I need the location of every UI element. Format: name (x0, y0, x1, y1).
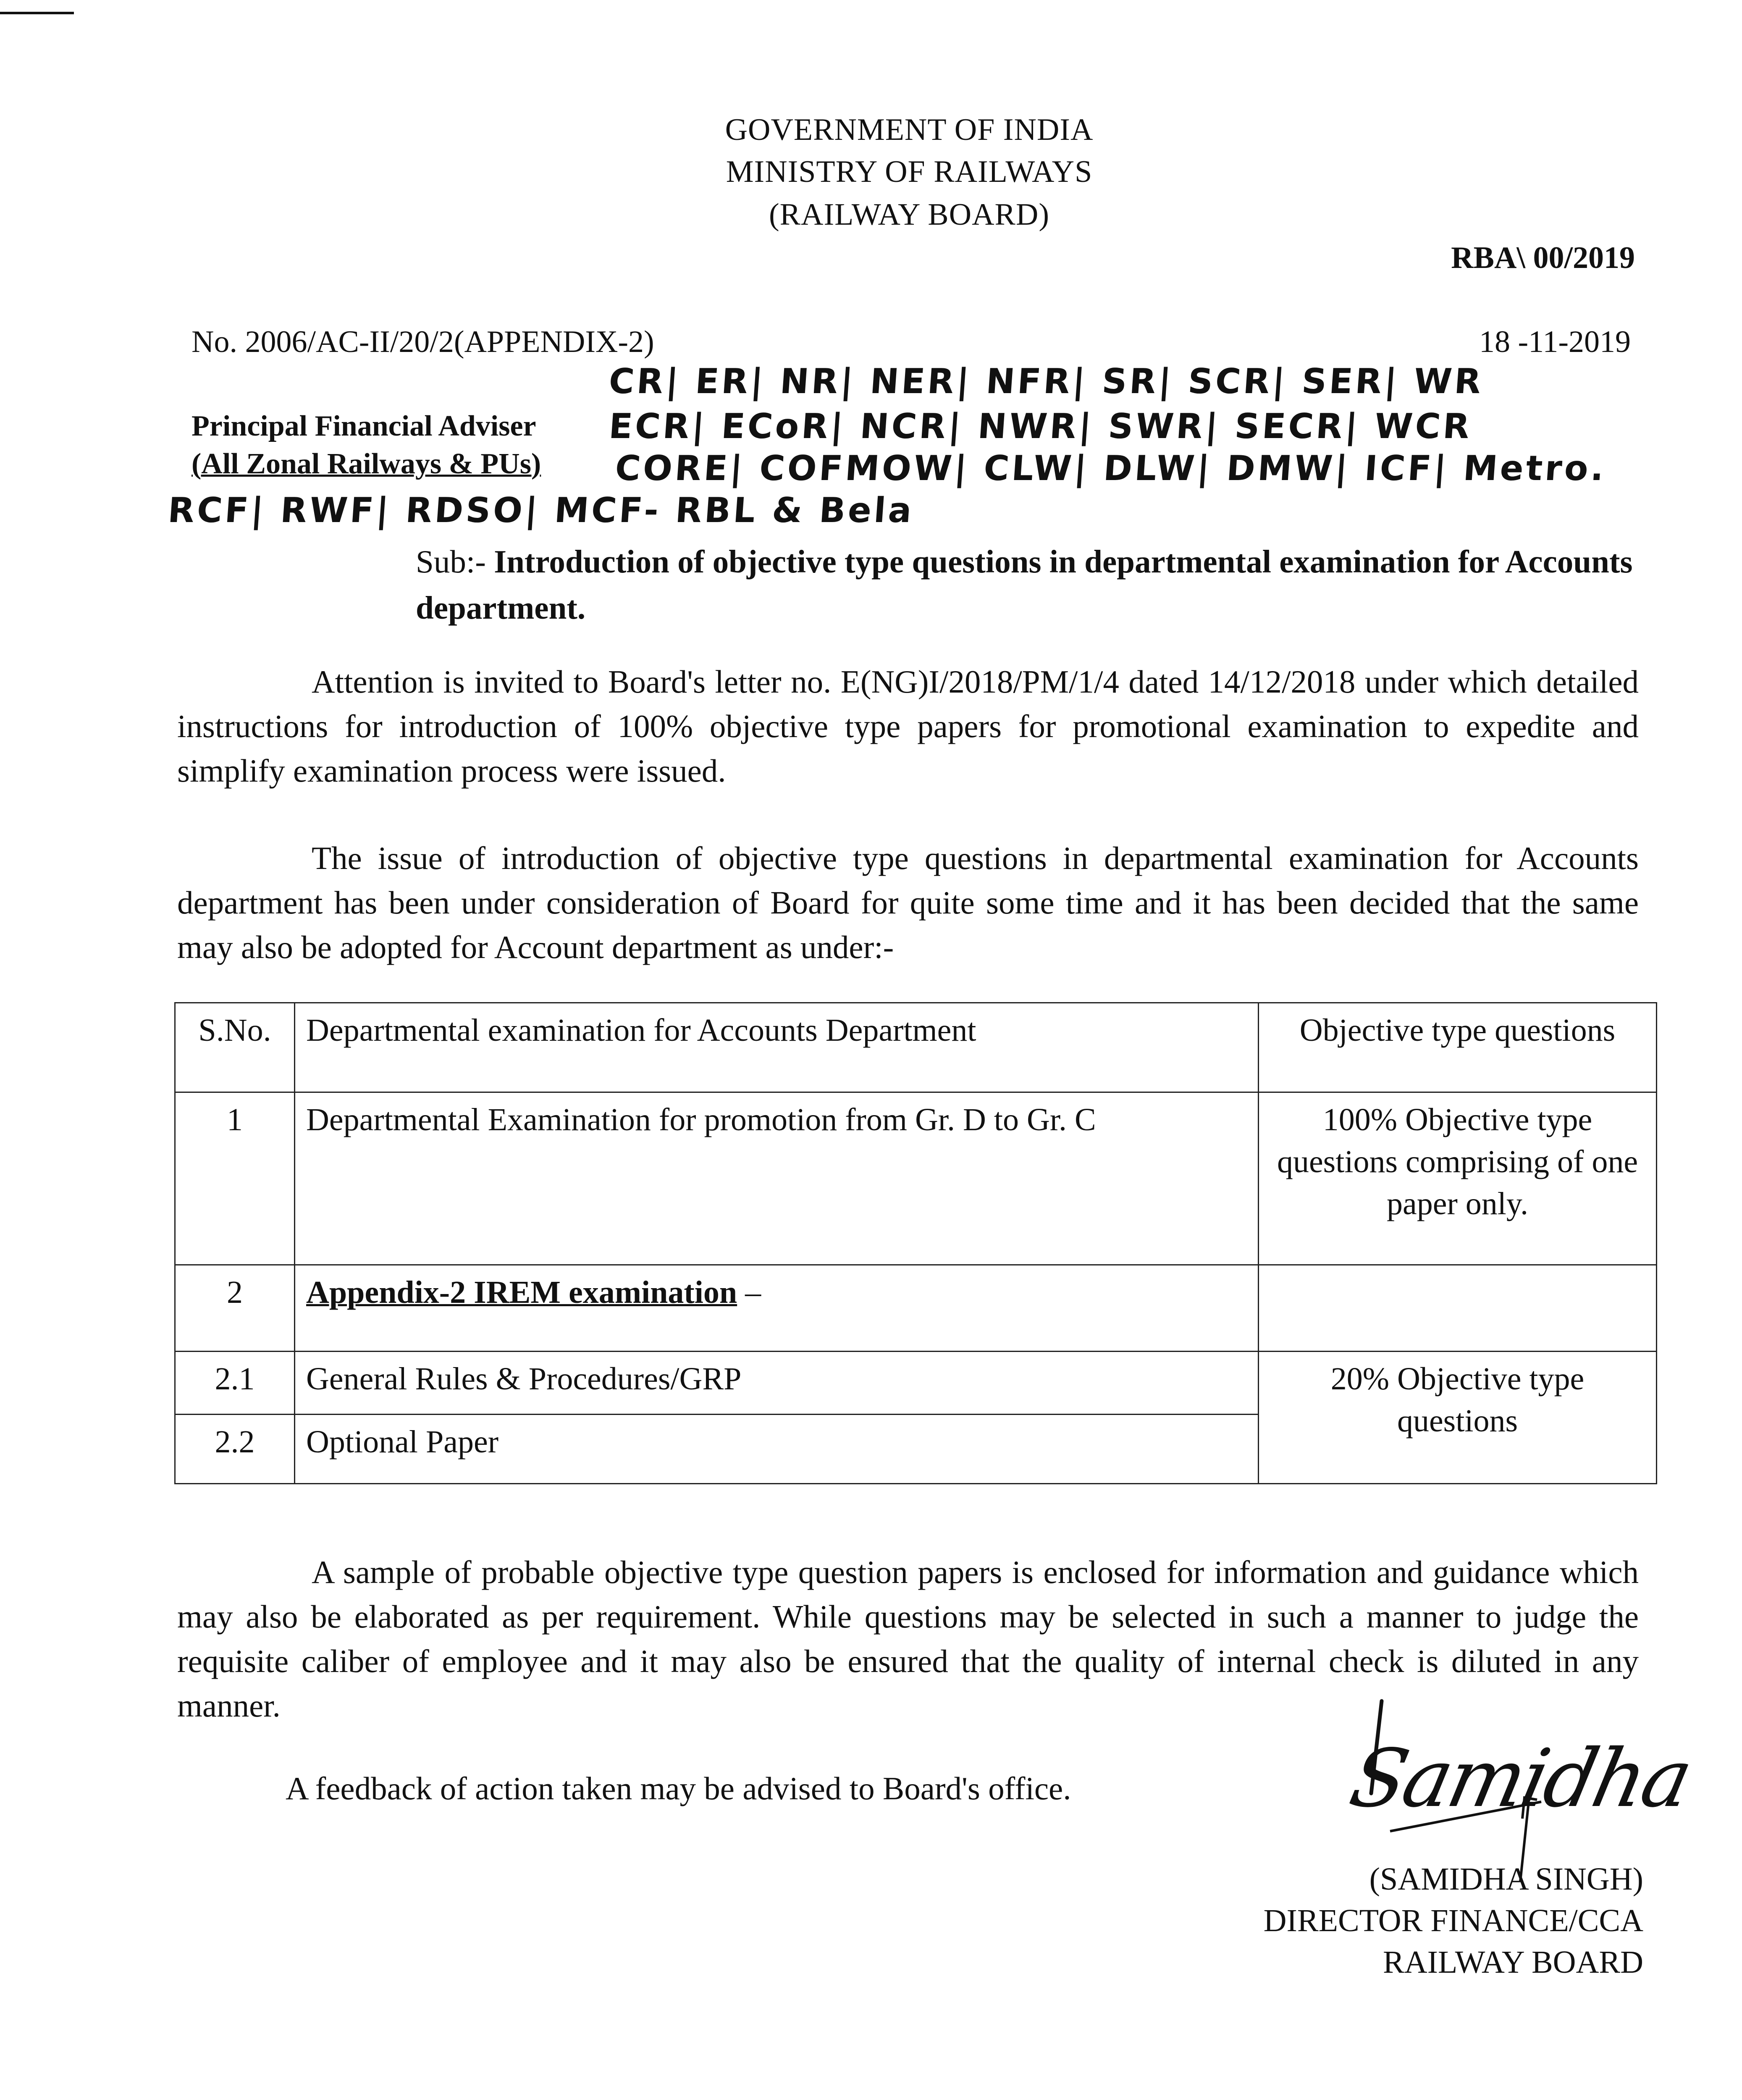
handwritten-zones-2: ECR| ECoR| NCR| NWR| SWR| SECR| WCR (607, 407, 1474, 446)
row-exam: Departmental Examination for promotion from Gr. D to Gr. C (295, 1092, 1259, 1265)
row-sno: 2 (175, 1265, 295, 1352)
header-objective: Objective type questions (1259, 1003, 1657, 1092)
circular-number: RBA\ 00/2019 (1451, 241, 1635, 275)
handwritten-zones-3: CORE| COFMOW| CLW| DLW| DMW| ICF| Metro. (614, 449, 1608, 488)
row-sno: 2.1 (175, 1352, 295, 1415)
table-row (175, 1092, 1657, 1265)
header-sno: S.No. (175, 1003, 295, 1092)
row-exam-dash: – (737, 1275, 761, 1310)
handwritten-zones-1: CR| ER| NR| NER| NFR| SR| SCR| SER| WR (607, 362, 1485, 402)
signature-text: Samidha (1342, 1732, 1698, 1825)
row-sno: 2.2 (175, 1415, 295, 1484)
subject-prefix: Sub:- (416, 543, 486, 580)
row-exam: Appendix-2 IREM examination (306, 1275, 737, 1310)
table-header-row (175, 1003, 1657, 1092)
header-exam: Departmental examination for Accounts Department (295, 1003, 1259, 1092)
scan-mark (0, 12, 74, 14)
row-exam: General Rules & Procedures/GRP (295, 1352, 1259, 1415)
header-government: GOVERNMENT OF INDIA (725, 113, 1094, 147)
header-ministry: MINISTRY OF RAILWAYS (726, 155, 1093, 189)
header-board: (RAILWAY BOARD) (769, 197, 1049, 232)
handwritten-zones-4: RCF| RWF| RDSO| MCF- RBL & Bela (166, 491, 916, 530)
paragraph-4: A feedback of action taken may be advised to Board's office. (286, 1770, 1071, 1806)
exam-table (174, 1002, 1657, 1484)
signatory-block (1264, 1858, 1643, 1983)
row-objective: 100% Objective type questions comprising of one paper only. (1259, 1092, 1657, 1265)
row-sno: 1 (175, 1092, 295, 1265)
signatory-designation: DIRECTOR FINANCE/CCA (1263, 1903, 1643, 1938)
row-objective: 20% Objective type questions (1259, 1352, 1657, 1484)
letter-date: 18 -11-2019 (1479, 325, 1631, 359)
signatory-name: (SAMIDHA SINGH) (1369, 1861, 1643, 1897)
addressee-scope: (All Zonal Railways & PUs) (192, 448, 541, 480)
row-exam: Optional Paper (295, 1415, 1259, 1484)
row-objective (1259, 1265, 1657, 1352)
subject-text: Introduction of objective type questions in departmental examination for Accounts department. (416, 543, 1633, 626)
signatory-office: RAILWAY BOARD (1383, 1945, 1643, 1980)
paragraph-3: A sample of probable objective type question papers is enclosed for information and guidance which may also be elaborated as per requirement. While questions may be selected in such a manner to judge the requisite caliber of employee and it may also be ensured that the quality of internal check is diluted in any manner. (177, 1554, 1639, 1724)
letter-number: No. 2006/AC-II/20/2(APPENDIX-2) (192, 325, 654, 359)
table-row (175, 1265, 1657, 1352)
paragraph-1: Attention is invited to Board's letter no. E(NG)I/2018/PM/1/4 dated 14/12/2018 under which detailed instructions for introduction of 100% objective type papers for promotional examination to expedite and simplify examination process were issued. (177, 664, 1639, 789)
paragraph-2: The issue of introduction of objective type questions in departmental examination for Accounts department has been under consideration of Board for quite some time and it has been decided that the same may also be adopted for Account department as under:- (177, 840, 1639, 965)
table-row (175, 1352, 1657, 1415)
addressee-title: Principal Financial Adviser (192, 410, 536, 442)
